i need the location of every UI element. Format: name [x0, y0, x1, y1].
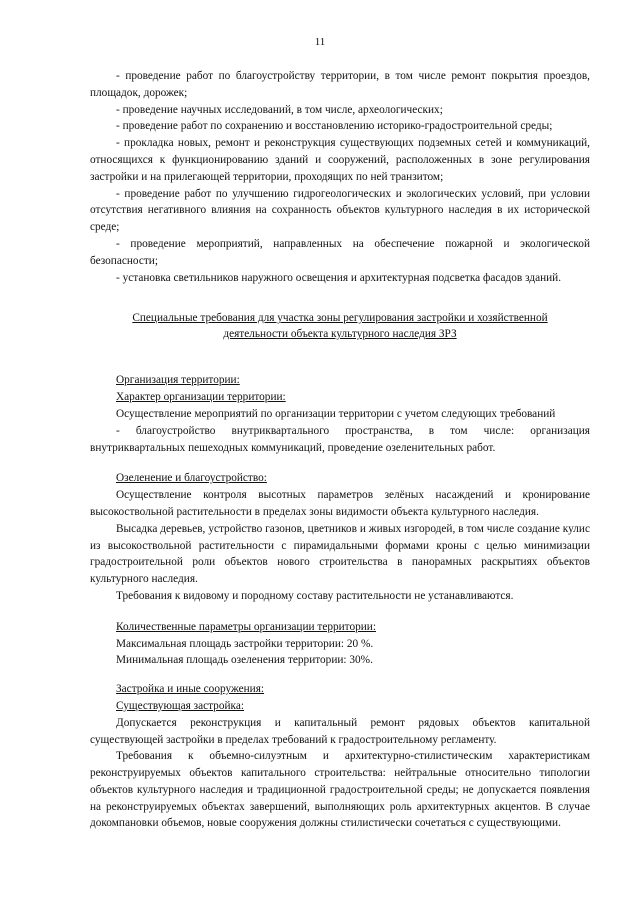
org-subtitle: Характер организации территории:: [116, 391, 286, 404]
org-paragraph-1: Осуществление мероприятий по организации территории с учетом следующих требований: [116, 407, 556, 420]
params-title: Количественные параметры организации территории:: [116, 620, 376, 633]
green-paragraph-1: Осуществление контроля высотных параметров зелёных насаждений и кронирование высокоствольной растительности в пределах зоны видимости объекта культурного наследия.: [90, 489, 590, 518]
bullet-preservation: - проведение работ по сохранению и восстановлению историко-градостроительной среды;: [116, 120, 553, 133]
green-paragraph-2: Высадка деревьев, устройство газонов, цветников и живых изгородей, в том числе создание кулис из высокоствольной растительности с пирамидальными формами кроны с целью минимизации градостроительной роли объектов нового строительства в панорамных раскрытиях объектов культурного наследия.: [90, 522, 590, 586]
buildings-paragraph-2: Требования к объемно-силуэтным и архитектурно-стилистическим характеристикам реконструируемых объектов капитального строительства: нейтральные относительно типологии объектов культурного наследия и традиционной градостроительной среды; не допускается появления на реконструируемых объектах завершений, выполняющих роль архитектурных акцентов. В случае докомпановки объемов, новые сооружения должны стилистически сочетаться с существующими.: [90, 750, 590, 830]
buildings-paragraph-1: Допускается реконструкция и капитальный ремонт рядовых объектов капитальной существующей застройки в пределах требований к градостроительному регламенту.: [90, 716, 590, 746]
page-number: 11: [314, 36, 326, 48]
bullet-hydrogeology: - проведение работ по улучшению гидрогеологических и экологических условий, при условии отсутствия негативного влияния на сохранность объектов культурного наследия в их исторической среде;: [90, 187, 590, 234]
document-body: [90, 68, 590, 832]
org-title: Организация территории:: [116, 374, 240, 387]
bullet-landscaping: - проведение работ по благоустройству территории, в том числе ремонт покрытия проездов, площадок, дорожек;: [90, 70, 590, 99]
bullet-research: - проведение научных исследований, в том числе, археологических;: [116, 103, 443, 116]
bullet-networks: - прокладка новых, ремонт и реконструкция существующих подземных сетей и коммуникаций, относящихся к функционированию зданий и сооружений, расположенных в зоне регулирования застройки и на прилегающей территории, проходящих по ней транзитом;: [90, 137, 590, 183]
bullet-lighting: - установка светильников наружного освещения и архитектурная подсветка фасадов зданий.: [116, 271, 562, 284]
section-heading-line1: Специальные требования для участка зоны регулирования застройки и хозяйственной: [132, 312, 548, 325]
params-min-greening: Минимальная площадь озеленения территории: 30%.: [116, 654, 373, 667]
green-paragraph-3: Требования к видовому и породному составу растительности не устанавливаются.: [116, 589, 514, 602]
bullet-safety: - проведение мероприятий, направленных на обеспечение пожарной и экологической безопасности;: [90, 237, 590, 267]
section-heading-line2: деятельности объекта культурного наследия ЗРЗ: [223, 328, 457, 341]
org-paragraph-2: - благоустройство внутриквартального пространства, в том числе: организация внутриквартальных пешеходных коммуникаций, проведение озеленительных работ.: [90, 424, 590, 454]
params-max-building: Максимальная площадь застройки территории: 20 %.: [116, 637, 374, 650]
buildings-title: Застройка и иные сооружения:: [116, 683, 265, 696]
buildings-subtitle: Существующая застройка:: [116, 699, 244, 712]
section-heading: [90, 310, 590, 342]
green-title: Озеленение и благоустройство:: [116, 472, 267, 485]
